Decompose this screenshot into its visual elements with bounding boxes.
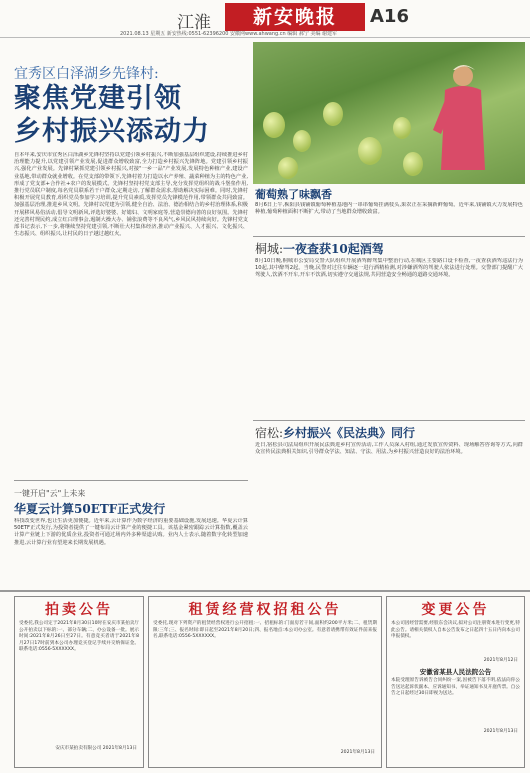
story-title: 一夜查获10起酒驾 [283,242,384,256]
grape-cluster [293,130,311,152]
court-notice-sign: 2021年8月13日 [483,729,518,734]
grape-harvest-photo [253,42,525,184]
farmer-figure [431,60,491,180]
newspaper-logo: 新安晚报 [225,3,365,31]
change-notice-title: 变更公告 [421,602,490,618]
story-place: 桐城: [255,242,284,256]
photo-story-body: 8月6日上午,枞阳县钱铺镇葡萄种植基地内一串串葡萄挂满枝头,果农正在采摘新鲜葡萄。近年来,钱铺镇大力发展特色种植,葡萄种植面积不断扩大,带动了当地群众增收致富。 [255,202,523,216]
divider [253,236,525,237]
auction-notice [14,596,144,768]
photo-caption: 葡萄熟了味飘香 [255,188,332,201]
susong-story-body: 近日,宿松县司法局组织开展民法典进乡村宣传活动,工作人员深入村组,通过发放宣传资料、现场解答咨询等方式,向群众宣传民法典相关知识,引导群众学法、知法、守法、用法,为乡村振兴营造良好的法治环境。 [255,442,523,456]
grape-cluster [393,117,411,139]
main-story-kicker: 宜秀区白泽湖乡先锋村: [14,66,159,82]
change-notice [386,596,525,768]
story4-body: 科技改变世界,也让生活更加便捷。近年来,云计算作为数字经济的重要基础设施,发展迅速。华夏云计算50ETF正式发行,为投资者提供了一键布局云计算产业的便捷工具。该基金紧密跟踪云计算指数,覆盖云计算产业链上下游的优质企业,投资者可通过场内外多种渠道认购。业内人士表示,随着数字化转型加速推进,云计算行业有望迎来长期发展机遇。 [14,518,248,546]
grape-cluster [358,137,382,165]
ads-divider [0,590,530,592]
auction-notice-sign: 安庆市某拍卖有限公司 2021年8月13日 [55,746,137,751]
court-notice-body: 本院受理原告诉被告合同纠纷一案,因被告下落不明,依法向你公告送达起诉状副本、应诉通知书、举证通知书及开庭传票。自公告之日起经过30日即视为送达。 [391,678,520,697]
story-title: 乡村振兴《民法典》同行 [283,426,416,440]
grape-cluster [263,112,285,138]
tongcheng-story-title [255,240,384,257]
masthead-info: 2021.08.13 星期五 新安热线:0551-62396200 安徽网www.ahwang.cn 编辑 郝宁 美编 谢建军 [120,31,338,37]
grape-cluster [323,102,343,126]
headline-line-1: 聚焦党建引领 [14,83,182,114]
grape-cluster [278,157,298,179]
lease-notice [148,596,382,768]
lease-notice-title: 租赁经营权招租公告 [188,602,342,618]
divider [253,420,525,421]
headline-line-2: 乡村振兴添动力 [14,116,210,147]
divider [14,480,248,481]
grape-cluster [403,152,423,176]
main-story-body: 自本年来,安庆市宜秀区白泽湖乡先锋村坚持以党建引领乡村振兴,不断加强基层组织建设,持续推进乡村治理能力提升,以党建引领产业发展,促进群众增收致富,全力打造乡村振兴先锋阵地。党建引领乡村振兴,强化产业发展。先锋村紧抓党建引领乡村振兴,对接"一乡一品"产业发展,发展特色种植产业,建设产业基地,带动群众就业增收。在党支部的带领下,先锋村着力打造以水产养殖、蔬菜种植为主的特色产业,形成了党支部+合作社+农户的发展模式。先锋村坚持村党支部主导,充分发挥党组织的战斗堡垒作用,推行党员联户制度,每名党员联系若干户群众,定期走访,了解群众需求,帮助解决实际困难。同时,先锋村积极开展党员教育,组织党员参加学习培训,提升党员素质,发挥党员先锋模范作用,带领群众共同致富。加强基层治理,推进乡风文明。先锋村以党建为引领,健全自治、法治、德治相结合的乡村治理体系,积极开展移风易俗活动,倡导文明新风,评选好婆婆、好媳妇、文明家庭等,营造崇德向善的良好氛围。先锋村还完善村规民约,成立红白理事会,遏制大操大办、铺张浪费等不良风气,乡风民风持续向好。先锋村党支部书记表示,下一步,将继续坚持党建引领,不断壮大村集体经济,推动产业振兴、人才振兴、文化振兴、生态振兴、组织振兴,让村民的日子越过越红火。 [14,152,248,238]
story-place: 宿松: [255,426,284,440]
auction-notice-body: 受委托,我公司定于2021年8月30日10时在安庆市某拍卖厅公开拍卖以下标的:一、部分车辆;二、办公设备一批。展示时间:2021年8月26日至27日。有意竞买者请于2021年8月27日17时前到本公司办理竞买登记手续并交纳保证金。联系电话:0556-5XXXXXX。 [19,621,139,653]
tongcheng-story-body: 8月10日晚,桐城市公安局交警大队组织开展酒驾醉驾集中整治行动,在城区主要路口设卡检查,一夜查获酒驾违法行为10起,其中醉驾2起。当晚,民警对过往车辆逐一进行酒精检测,对涉嫌酒驾的驾驶人依法进行处理。交警部门提醒广大驾驶人,饮酒不开车,开车不饮酒,切实遵守交通法规,共同营造安全畅通的道路交通环境。 [255,258,523,279]
lease-notice-body: 受委托,现对下列资产的租赁经营权进行公开招租:一、招租标的:门面房若干间,面积约200平方米;二、租赁期限:三年;三、报名时间:即日起至2021年8月20日;四、报名地点:本公司办公室。有意者请携带有效证件前来报名,联系电话:0556-5XXXXXX。 [153,621,377,640]
story4-kicker: 一键开启"云"上未来 [14,489,86,498]
change-notice-body: 本公司因经营需要,经股东会决议,拟对公司注册资本进行变更,特此公告。请相关债权人自本公告发布之日起四十五日内向本公司申报债权。 [391,621,520,640]
change-notice-sign: 2021年8月12日 [483,658,518,663]
auction-notice-title: 拍卖公告 [45,602,113,618]
lease-notice-sign: 2021年8月13日 [340,750,375,755]
masthead [0,0,530,38]
masthead-region: 江淮 [177,13,211,33]
susong-story-title [255,424,415,441]
main-headline [14,82,210,148]
court-notice-title: 安徽省某县人民法院公告 [419,668,492,676]
story4-title: 华夏云计算50ETF正式发行 [14,502,166,516]
page-number: A16 [370,6,409,27]
